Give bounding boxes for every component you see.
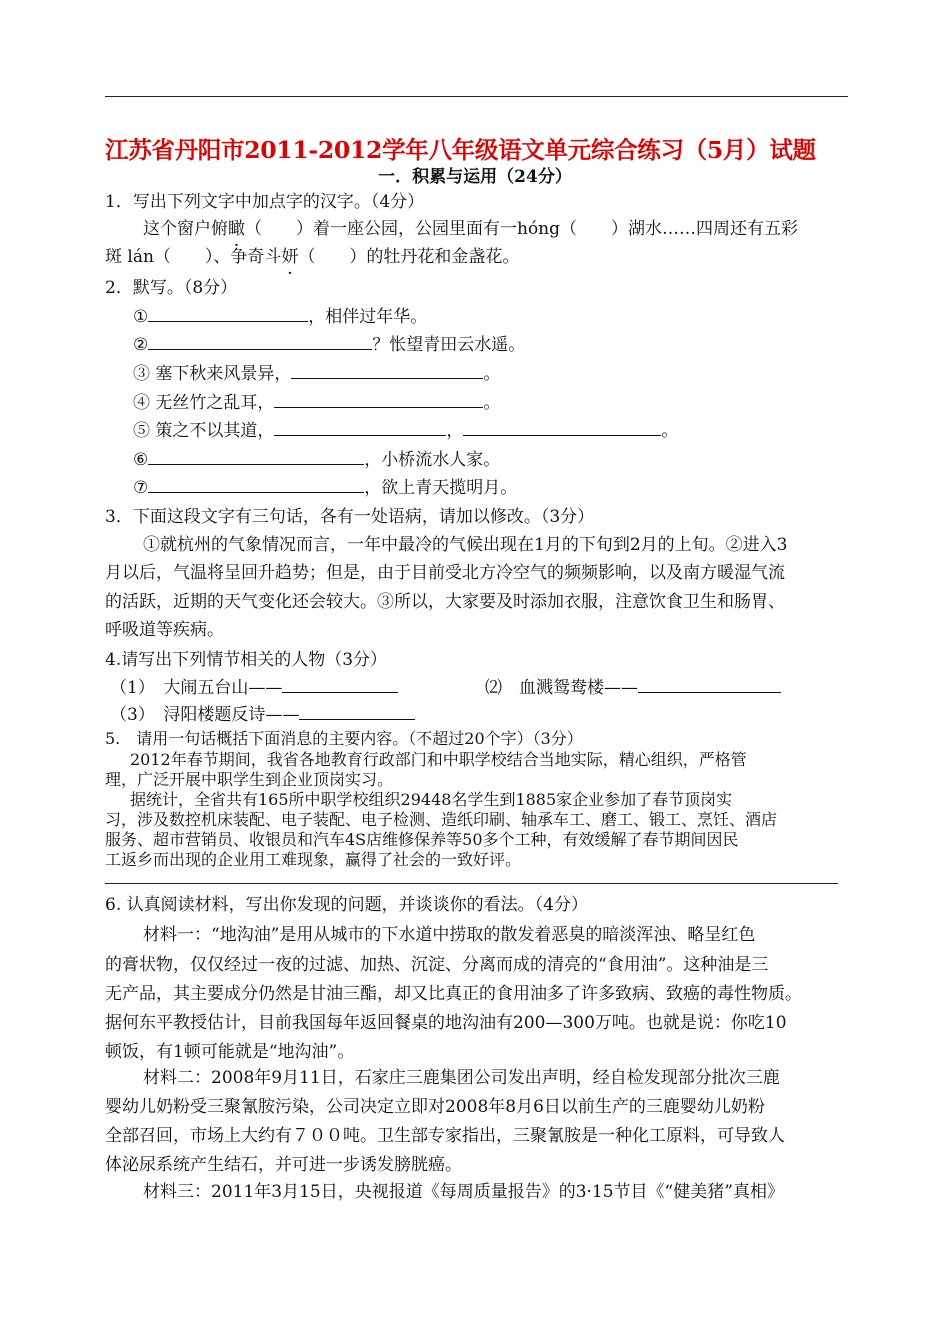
q2-item-2-num: ② <box>133 335 149 355</box>
answer-blank[interactable] <box>148 448 364 465</box>
q1-line2-a: 斑 lán（ ）、争奇斗 <box>105 247 282 267</box>
top-rule <box>105 96 848 97</box>
q2-item-4 <box>133 391 500 415</box>
q2-item-2 <box>133 333 525 357</box>
q4-item-3 <box>110 703 415 727</box>
q5-heading: 5. 请用一句话概括下面消息的主要内容。（不超过20个字）（3分） <box>105 729 583 748</box>
q2-item-6 <box>133 448 500 472</box>
answer-blank[interactable] <box>148 333 372 350</box>
q2-item-1-text: ，相伴过年华。 <box>308 307 428 327</box>
q1-line2-b: （ ）的牡丹花和金盏花。 <box>298 247 520 267</box>
q2-item-5 <box>133 419 678 443</box>
q2-item-1-num: ① <box>133 307 149 327</box>
q5-para-line: 2012年春节期间，我省各地教育行政部门和中职学校结合当地实际，精心组织，严格管 <box>130 750 747 769</box>
q1-line1-c: hóng（ ）湖水……四周还有五彩 <box>517 219 799 239</box>
q5-para-line: 习，涉及数控机床装配、电子装配、电子检测、造纸印刷、轴承车工、磨工、锻工、烹饪、酒店 <box>105 810 778 829</box>
answer-blank[interactable] <box>291 362 483 379</box>
q2-item-3-end: 。 <box>483 364 501 384</box>
q2-heading: 2．默写。（8分） <box>105 278 238 298</box>
q6-material-1-line: 无产品，其主要成分仍然是甘油三酯，却又比真正的食用油多了许多致病、致癌的毒性物质。 <box>105 984 802 1004</box>
q2-item-7-num: ⑦ <box>133 478 149 498</box>
q6-heading: 6. 认真阅读材料，写出你发现的问题，并谈谈你的看法。（4分） <box>105 895 588 915</box>
q3-para-line: 的活跃，近期的天气变化还会较大。③所以，大家要及时添加衣服，注意饮食卫生和肠胃、 <box>105 592 785 612</box>
q3-para-line: 呼吸道等疾病。 <box>105 620 224 640</box>
q2-item-6-num: ⑥ <box>133 450 149 470</box>
answer-blank[interactable] <box>274 419 446 436</box>
q6-material-3-line: 材料三：2011年3月15日，央视报道《每周质量报告》的3·15节目《“健美猪”真相》 <box>143 1182 784 1202</box>
answer-blank[interactable] <box>148 476 364 493</box>
q2-item-4-end: 。 <box>483 393 501 413</box>
q4-item-2-text: ⑵ 血溅鸳鸯楼—— <box>485 678 638 698</box>
q5-para-line: 工返乡而出现的企业用工难现象，赢得了社会的一致好评。 <box>105 850 522 869</box>
answer-blank[interactable] <box>148 305 308 322</box>
answer-blank[interactable] <box>274 391 483 408</box>
q1-line1 <box>143 217 798 241</box>
q3-para-line: 月以后，气温将呈回升趋势；但是，由于目前受北方冷空气的频频影响，以及南方暖湿气流 <box>105 563 785 583</box>
q6-material-1-line: 顿饭，有1顿可能就是“地沟油”。 <box>105 1042 355 1062</box>
q1-line2 <box>105 245 519 269</box>
q2-item-3 <box>133 362 500 386</box>
q4-item-1-text: （1） 大闹五台山—— <box>110 678 283 698</box>
section-heading: 一．积累与运用（24分） <box>378 167 572 187</box>
q6-material-1-line: 的膏状物，仅仅经过一夜的过滤、加热、沉淀、分离而成的清亮的“食用油”。这种油是三 <box>105 955 769 975</box>
q1-line1-a: 这个窗户俯 <box>143 219 228 239</box>
q2-item-3-text: ③ 塞下秋来风景异， <box>133 364 292 384</box>
q4-heading: 4.请写出下列情节相关的人物（3分） <box>105 650 388 670</box>
q5-para-line: 服务、超市营销员、收银员和汽车4S店维修保养等50多个工种，有效缓解了春节期间因民 <box>105 830 739 849</box>
q1-heading: 1．写出下列文字中加点字的汉字。（4分） <box>105 192 425 212</box>
q4-item-1 <box>110 676 398 700</box>
q2-item-5-mid: ， <box>446 421 464 441</box>
q4-item-2 <box>485 676 781 700</box>
q1-dotted-char: 瞰 <box>228 219 245 239</box>
q2-item-5-text: ⑤ 策之不以其道， <box>133 421 275 441</box>
q2-item-7-text: ，欲上青天揽明月。 <box>364 478 518 498</box>
answer-blank[interactable] <box>463 419 661 436</box>
q2-item-5-end: 。 <box>661 421 679 441</box>
q6-material-2-line: 体泌尿系统产生结石，并可进一步诱发膀胱癌。 <box>105 1155 462 1175</box>
q2-item-4-text: ④ 无丝竹之乱耳， <box>133 393 275 413</box>
q4-item-3-text: （3） 浔阳楼题反诗—— <box>110 705 300 725</box>
page-title: 江苏省丹阳市2011-2012学年八年级语文单元综合练习（5月）试题 <box>105 136 816 164</box>
q2-item-7 <box>133 476 517 500</box>
q6-material-2-line: 婴幼儿奶粉受三聚氰胺污染，公司决定立即对2008年8月6日以前生产的三鹿婴幼儿奶粉 <box>105 1097 765 1117</box>
q2-item-1 <box>133 305 427 329</box>
q2-item-2-text: ？怅望青田云水遥。 <box>372 335 526 355</box>
q1-dotted-char-2: 妍 <box>281 247 299 267</box>
q3-heading: 3．下面这段文字有三句话，各有一处语病，请加以修改。（3分） <box>105 507 595 527</box>
q6-material-1-line: 材料一：“地沟油”是用从城市的下水道中捞取的散发着恶臭的暗淡浑浊、略呈红色 <box>143 925 756 945</box>
q5-para-line: 理，广泛开展中职学生到企业顶岗实习。 <box>105 770 394 789</box>
q6-material-1-line: 据何东平教授估计，目前我国每年返回餐桌的地沟油有200—300万吨。也就是说：你吃10 <box>105 1013 787 1033</box>
answer-blank[interactable] <box>299 703 415 720</box>
answer-blank[interactable] <box>638 676 781 693</box>
answer-blank[interactable] <box>282 676 398 693</box>
q1-line1-b: （ ）着一座公园，公园里面有一 <box>245 219 517 239</box>
q6-material-2-line: 全部召回，市场上大约有７００吨。卫生部专家指出，三聚氰胺是一种化工原料，可导致人 <box>105 1126 785 1146</box>
q5-para-line: 据统计，全省共有165所中职学校组织29448名学生到1885家企业参加了春节顶岗实 <box>130 790 733 809</box>
q3-para-line: ①就杭州的气象情况而言，一年中最冷的气候出现在1月的下旬到2月的上旬。②进入3 <box>143 535 788 555</box>
q6-material-2-line: 材料二：2008年9月11日，石家庄三鹿集团公司发出声明，经自检发现部分批次三鹿 <box>143 1068 780 1088</box>
q2-item-6-text: ，小桥流水人家。 <box>364 450 501 470</box>
q5-answer-line[interactable] <box>105 883 838 884</box>
